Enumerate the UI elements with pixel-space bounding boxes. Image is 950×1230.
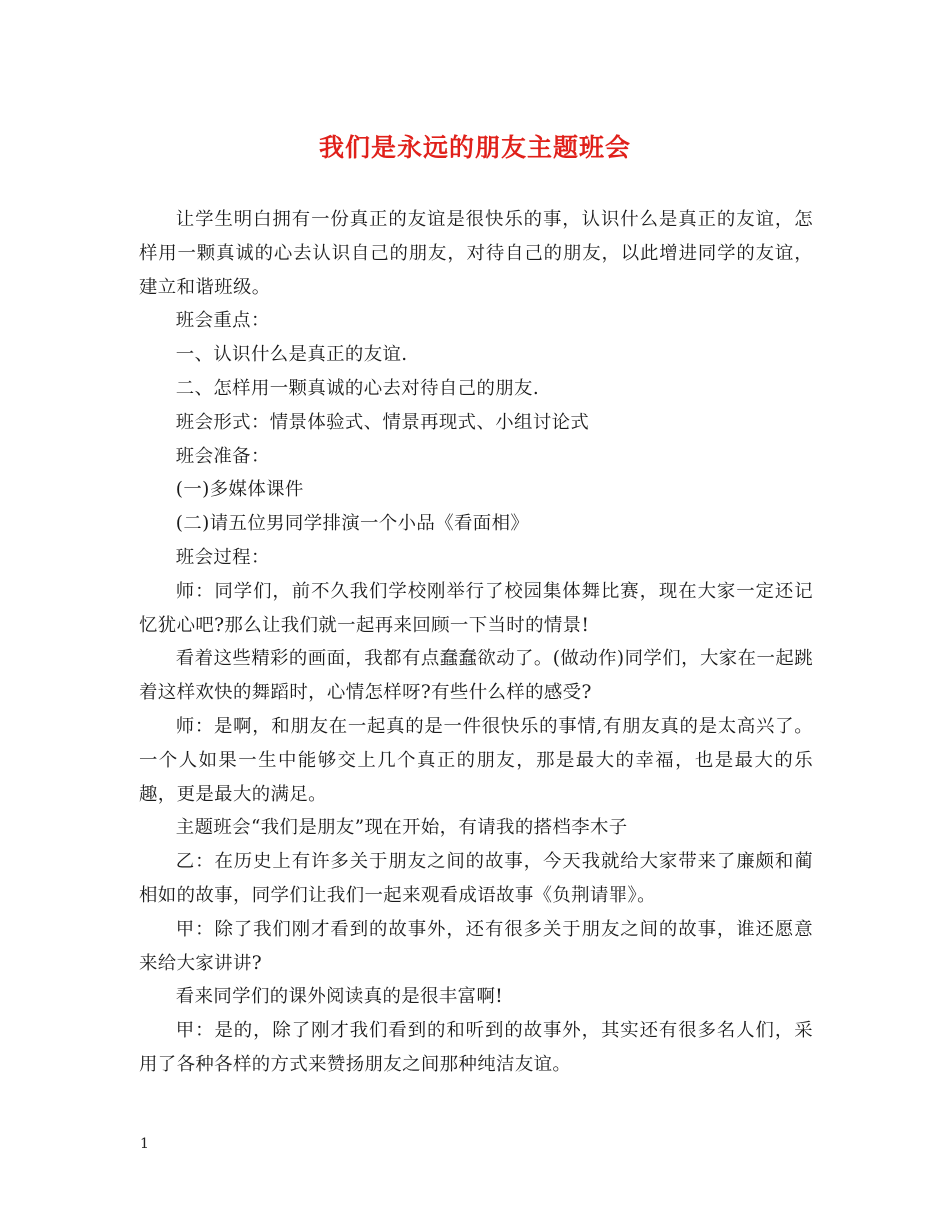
paragraph: 看来同学们的课外阅读真的是很丰富啊! (175, 986, 504, 1008)
paragraph: 甲：除了我们刚才看到的故事外，还有很多关于朋友之间的故事，谁还愿意来给大家讲讲? (139, 918, 813, 974)
document-body (139, 203, 813, 1082)
paragraph: 班会形式：情景体验式、情景再现式、小组讨论式 (175, 411, 590, 433)
paragraph: 让学生明白拥有一份真正的友谊是很快乐的事，认识什么是真正的友谊，怎样用一颗真诚的心去认识自己的朋友，对待自己的朋友，以此增进同学的友谊，建立和谐班级。 (139, 209, 813, 298)
page-number: 1 (140, 1136, 149, 1152)
paragraph: 班会准备： (175, 445, 270, 467)
paragraph: 看着这些精彩的画面，我都有点蠢蠢欲动了。(做动作)同学们，大家在一起跳着这样欢快的舞蹈时，心情怎样呀?有些什么样的感受? (139, 648, 813, 704)
paragraph: 甲：是的，除了刚才我们看到的和听到的故事外，其实还有很多名人们，采用了各种各样的方式来赞扬朋友之间那种纯洁友谊。 (139, 1020, 813, 1075)
paragraph: 乙：在历史上有许多关于朋友之间的故事，今天我就给大家带来了廉颇和蔺相如的故事，同学们让我们一起来观看成语故事《负荆请罪》。 (139, 851, 813, 906)
paragraph: (一)多媒体课件 (175, 479, 304, 501)
paragraph: 师：是啊，和朋友在一起真的是一件很快乐的事情,有朋友真的是太高兴了。一个人如果一生中能够交上几个真正的朋友，那是最大的幸福，也是最大的乐趣，更是最大的满足。 (139, 715, 813, 805)
paragraph: (二)请五位男同学排演一个小品《看面相》 (175, 513, 530, 535)
paragraph: 二、怎样用一颗真诚的心去对待自己的朋友. (175, 377, 540, 399)
document-title: 我们是永远的朋友主题班会 (318, 133, 631, 162)
paragraph: 班会重点： (175, 310, 270, 332)
paragraph: 师：同学们，前不久我们学校刚举行了校园集体舞比赛，现在大家一定还记忆犹心吧?那么让我们就一起再来回顾一下当时的情景! (139, 580, 813, 636)
paragraph: 主题班会“我们是朋友”现在开始，有请我的搭档李木子 (175, 817, 628, 839)
paragraph: 一、认识什么是真正的友谊. (175, 344, 408, 366)
paragraph: 班会过程： (175, 546, 270, 568)
